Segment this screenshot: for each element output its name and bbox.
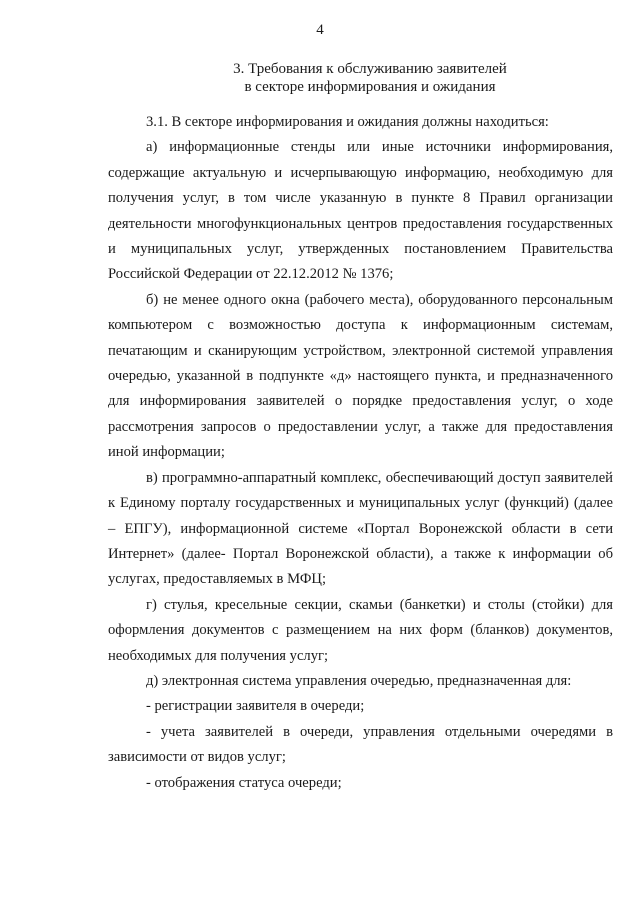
paragraph-item-g: г) стулья, кресельные секции, скамьи (банкетки) и столы (стойки) для оформления документов с размещением на них форм (бланков) документов, необходимых для получения услуг; (108, 596, 613, 664)
paragraph-subitem-registration: - регистрации заявителя в очереди; (146, 698, 365, 715)
paragraph-3-1: 3.1. В секторе информирования и ожидания должны находиться: (146, 114, 549, 130)
paragraph-item-v: в) программно-аппаратный комплекс, обеспечивающий доступ заявителей к Единому порталу государственных и муниципальных услуг (функций) (далее – ЕПГУ), информационной системе «Портал Воронежской области в сети Интернет» (далее- Портал Воронежской области), а также к информации об услугах, предоставляемых в МФЦ; (108, 469, 613, 588)
page-number: 4 (316, 22, 324, 38)
section-title (110, 60, 630, 96)
section-title-line-2: в секторе информирования и ожидания (244, 79, 496, 95)
section-title-line-1: 3. Требования к обслуживанию заявителей (233, 61, 507, 77)
paragraph-item-d: д) электронная система управления очередью, предназначенная для: (146, 672, 572, 689)
document-body (108, 110, 613, 796)
paragraph-item-b: б) не менее одного окна (рабочего места), оборудованного персональным компьютером с возможностью доступа к информационным системам, печатающим и сканирующим устройством, электронной системой управления очередью, указанной в подпункте «д» настоящего пункта, и предназначенного для информирования заявителей о порядке предоставления услуг, о ходе рассмотрения запросов о предоставлении услуг, а также для предоставления иной информации; (108, 291, 613, 461)
paragraph-subitem-accounting: - учета заявителей в очереди, управления отдельными очередями в зависимости от видов услуг; (108, 723, 613, 766)
paragraph-subitem-status: - отображения статуса очереди; (146, 774, 342, 791)
paragraph-item-a: а) информационные стенды или иные источники информирования, содержащие актуальную и исчерпывающую информацию, необходимую для получения услуг, в том числе указанную в пункте 8 Правил организации деятельности многофункциональных центров предоставления государственных и муниципальных услуг, утвержденных постановлением Правительства Российской Федерации от 22.12.2012 № 1376; (108, 139, 613, 283)
